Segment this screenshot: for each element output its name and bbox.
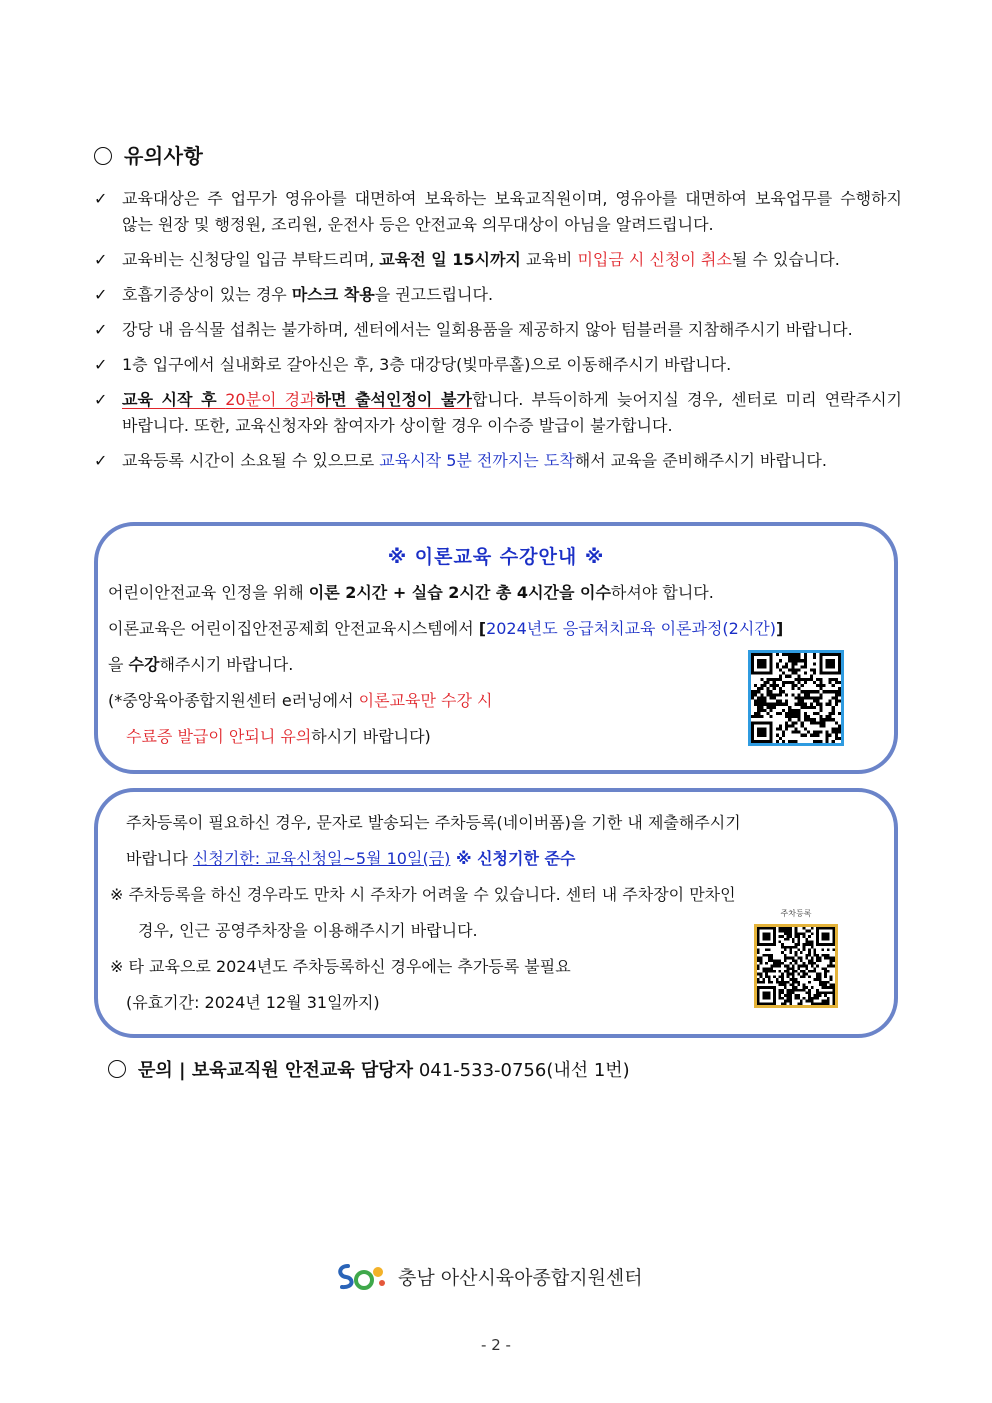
- check-icon: ✓: [94, 285, 108, 304]
- theory-line: [108, 618, 783, 640]
- text-segment: 이론교육은 어린이집안전공제회 안전교육시스템에서: [108, 619, 479, 638]
- text-segment: 교육시작 5분 전까지는 도착: [379, 451, 575, 470]
- notice-list: [94, 186, 902, 483]
- check-icon: ✓: [94, 390, 108, 409]
- text-segment: 2024년도 응급처치교육 이론과정(2시간): [486, 619, 777, 638]
- text-segment: 합니다. 부득이하게 늦어지실 경우, 센터로 미리 연락주시기 바랍니다. 또한, 교육신청자와 참여자가 상이할 경우 이수증 발급이 불가합니다.: [122, 390, 902, 435]
- text-segment: [: [478, 619, 487, 638]
- text-segment: 하시기 바랍니다): [311, 727, 431, 746]
- section-title: 유의사항: [94, 140, 203, 169]
- contact-phone: 041-533-0756(내선 1번): [418, 1060, 630, 1081]
- parking-qr-code-icon[interactable]: [754, 924, 838, 1008]
- parking-line: [110, 884, 736, 906]
- text-segment: 어린이안전교육 인정을 위해: [108, 583, 309, 602]
- text-segment: 경우, 인근 공영주차장을 이용해주시기 바랍니다.: [138, 921, 478, 940]
- notice-item: [94, 448, 902, 474]
- text-segment: 하면 출석인정이 불가: [315, 390, 472, 409]
- notice-item: [94, 352, 902, 378]
- text-segment: ※ 신청기한 준수: [450, 849, 576, 868]
- text-segment: 을 권고드립니다.: [374, 285, 494, 304]
- text-segment: 강당 내 음식물 섭취는 불가하며, 센터에서는 일회용품을 제공하지 않아 텀블러를 지참해주시기 바랍니다.: [122, 320, 853, 339]
- check-icon: ✓: [94, 451, 108, 470]
- text-segment: 교육전 일 15시까지: [379, 250, 521, 269]
- text-segment: 수료증 발급이 안되니 유의: [126, 727, 312, 746]
- parking-line: [110, 956, 571, 978]
- parking-line: [126, 812, 741, 834]
- contact-line: [108, 1056, 630, 1082]
- check-icon: ✓: [94, 250, 108, 269]
- notice-item: [94, 282, 902, 308]
- text-segment: 교육대상은 주 업무가 영유아를 대면하여 보육하는 보육교직원이며, 영유아를 대면하여 보육업무를 수행하지 않는 원장 및 행정원, 조리원, 운전사 등은 안전교육 의무대상이 아님을 알려드립니다.: [122, 189, 902, 234]
- theory-course-box: [94, 522, 898, 774]
- check-icon: ✓: [94, 320, 108, 339]
- check-icon: ✓: [94, 189, 108, 208]
- text-segment: 교육 시작 후: [122, 390, 226, 409]
- text-segment: 하셔야 합니다.: [610, 583, 714, 602]
- text-segment: 주차등록이 필요하신 경우, 문자로 발송되는 주차등록(네이버폼)을 기한 내 제출해주시기: [126, 813, 741, 832]
- notice-item: [94, 247, 902, 273]
- circle-bullet-icon: [108, 1060, 126, 1078]
- text-segment: 1층 입구에서 실내화로 갈아신은 후, 3층 대강당(빛마루홀)으로 이동해주시기 바랍니다.: [122, 355, 732, 374]
- text-segment: ※ 주차등록을 하신 경우라도 만차 시 주차가 어려울 수 있습니다. 센터 내 주차장이 만차인: [110, 885, 736, 904]
- parking-line: [138, 920, 478, 942]
- circle-bullet-icon: [94, 147, 112, 165]
- text-segment: 해주시기 바랍니다.: [159, 655, 294, 674]
- footer-org-name: 충남 아산시육아종합지원센터: [398, 1266, 643, 1289]
- text-segment: 바랍니다: [126, 849, 193, 868]
- text-segment: 이론 2시간 + 실습 2시간 총 4시간을 이수: [308, 583, 611, 602]
- text-segment: 을: [108, 655, 129, 674]
- theory-line: [108, 582, 714, 604]
- text-segment: 신청기한: 교육신청일~5월 10일(금): [192, 849, 451, 868]
- text-segment: 마스크 착용: [291, 285, 375, 304]
- text-segment: 호흡기증상이 있는 경우: [122, 285, 292, 304]
- text-segment: 이론교육만 수강 시: [358, 691, 493, 710]
- qr-code-icon[interactable]: [748, 650, 844, 746]
- text-segment: 미입금 시 신청이 취소: [577, 250, 732, 269]
- parking-box: [94, 788, 898, 1038]
- text-segment: (유효기간: 2024년 12월 31일까지): [126, 993, 380, 1012]
- footer-logo: [334, 1260, 643, 1292]
- parking-line: [126, 848, 575, 870]
- notice-item: [94, 186, 902, 238]
- check-icon: ✓: [94, 355, 108, 374]
- text-segment: 해서 교육을 준비해주시기 바랍니다.: [574, 451, 827, 470]
- theory-line: [108, 690, 492, 712]
- text-segment: 교육비는 신청당일 입금 부탁드리며,: [122, 250, 380, 269]
- text-segment: (*중앙육아종합지원센터 e러닝에서: [108, 691, 359, 710]
- parking-line: [126, 992, 380, 1014]
- qr-caption: 주차등록: [780, 909, 812, 918]
- text-segment: 20분이 경과: [225, 390, 316, 409]
- text-segment: ]: [776, 619, 784, 638]
- page-number: - 2 -: [481, 1336, 511, 1354]
- theory-line: [126, 726, 431, 748]
- contact-label: 문의 | 보육교직원 안전교육 담당자: [138, 1060, 414, 1081]
- text-segment: ※ 타 교육으로 2024년도 주차등록하신 경우에는 추가등록 불필요: [110, 957, 571, 976]
- theory-course-title: ※ 이론교육 수강안내 ※: [387, 546, 605, 568]
- text-segment: 수강: [128, 655, 160, 674]
- text-segment: 교육등록 시간이 소요될 수 있으므로: [122, 451, 380, 470]
- text-segment: 교육비: [520, 250, 578, 269]
- notice-item: [94, 317, 902, 343]
- center-logo-icon: [334, 1260, 390, 1292]
- notice-item: [94, 387, 902, 439]
- text-segment: 될 수 있습니다.: [731, 250, 840, 269]
- theory-line: [108, 654, 293, 676]
